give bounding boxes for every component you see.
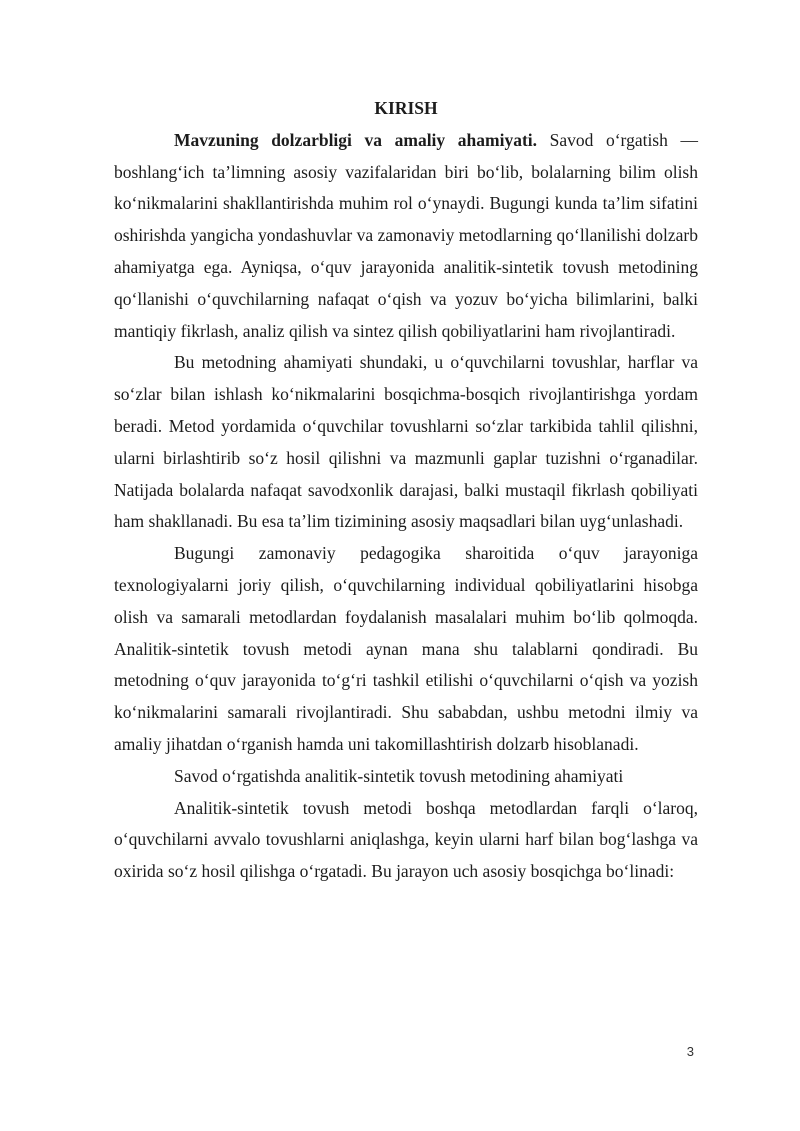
paragraph-subheading: Savod o‘rgatishda analitik-sintetik tovush metodining ahamiyati [174, 765, 624, 786]
paragraph-relevance [114, 125, 698, 348]
paragraph-text: Savod o‘rgatish — boshlang‘ich ta’limning asosiy vazifalaridan biri bo‘lib, bolalarning bilim olish ko‘nikmalarini shakllantirishda muhim rol o‘ynaydi. Bugungi kunda ta’lim sifatini oshirishda yangicha yondashuvlar va zamonaviy metodlarning qo‘llanilishi dolzarb ahamiyatga ega. Ayniqsa, o‘quv jarayonida analitik-sintetik tovush metodining qo‘llanishi o‘quvchilarning nafaqat o‘qish va yozuv bo‘yicha bilimlarini, balki mantiqiy fikrlash, analiz qilish va sintez qilish qobiliyatlarini ham rivojlantiradi. [114, 129, 698, 341]
paragraph-method-importance: Bu metodning ahamiyati shundaki, u o‘quvchilarni tovushlar, harflar va so‘zlar bilan ishlash ko‘nikmalarini bosqichma-bosqich rivojlantirishga yordam beradi. Metod yordamida o‘quvchilar tovushlarni so‘zlar tarkibida tahlil qilishni, ularni birlashtirib so‘z hosil qilishni va mazmunli gaplar tuzishni o‘rganadilar. Natijada bolalarda nafaqat savodxonlik darajasi, balki mustaqil fikrlash qobiliyati ham shakllanadi. Bu esa ta’lim tizimining asosiy maqsadlari bilan uyg‘unlashadi. [114, 352, 698, 532]
page-content [114, 93, 698, 888]
paragraph-modern-pedagogy: Bugungi zamonaviy pedagogika sharoitida o‘quv jarayoniga texnologiyalarni joriy qilish, o‘quvchilarning individual qobiliyatlarini hisobga olish va samarali metodlardan foydalanish masalalari muhim bo‘lib qolmoqda. Analitik-sintetik tovush metodi aynan mana shu talablarni qondiradi. Bu metodning o‘quv jarayonida to‘g‘ri tashkil etilishi o‘quvchilarni o‘qish va yozish ko‘nikmalarini samarali rivojlantiradi. Shu sababdan, ushbu metodni ilmiy va amaliy jihatdan o‘rganish hamda uni takomillashtirish dolzarb hisoblanadi. [114, 543, 698, 754]
paragraph-lead: Mavzuning dolzarbligi va amaliy ahamiyati. [174, 129, 538, 150]
page-number: 3 [686, 1044, 694, 1059]
section-title: KIRISH [374, 98, 438, 118]
paragraph-method-stages: Analitik-sintetik tovush metodi boshqa metodlardan farqli o‘laroq, o‘quvchilarni avvalo tovushlarni aniqlashga, keyin ularni harf bilan bog‘lashga va oxirida so‘z hosil qilishga o‘rgatadi. Bu jarayon uch asosiy bosqichga bo‘linadi: [114, 797, 698, 882]
